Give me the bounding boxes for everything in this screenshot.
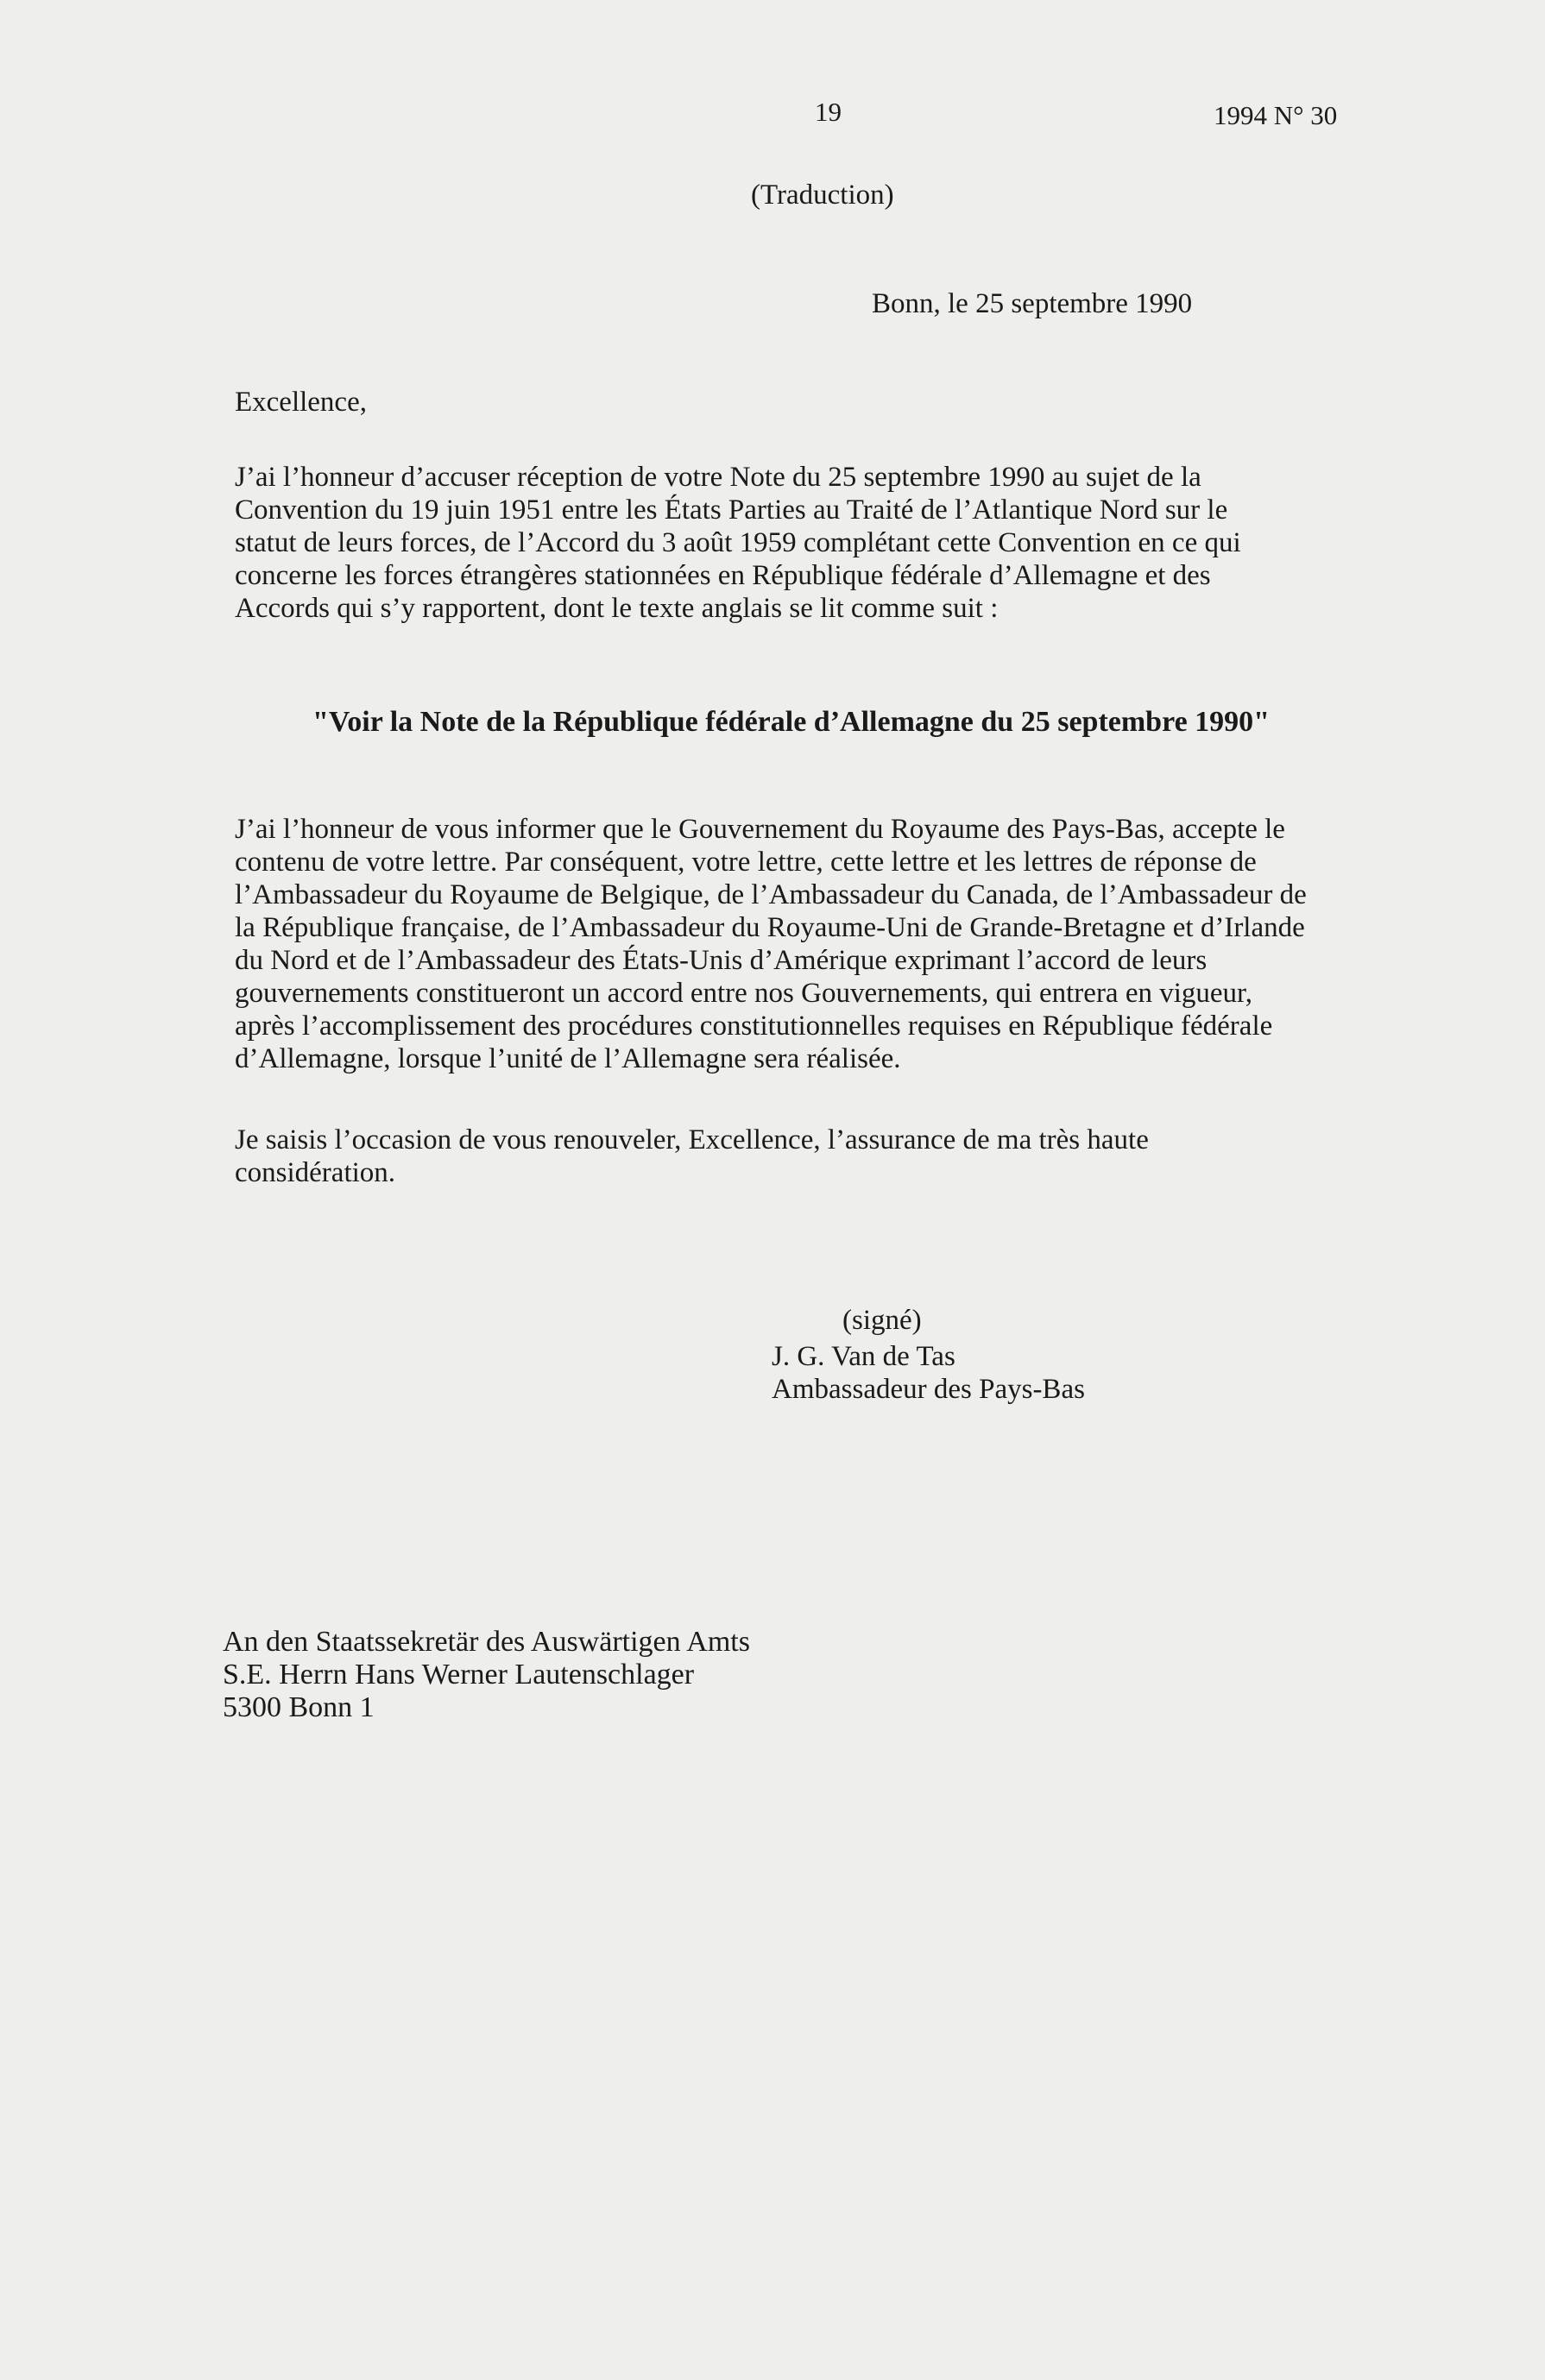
text-line: d’Allemagne, lorsque l’unité de l’Allemagne sera réalisée. — [235, 1043, 901, 1074]
series-number: 1994 N° 30 — [1214, 100, 1338, 130]
signatory-title: Ambassadeur des Pays-Bas — [772, 1374, 1085, 1405]
text-line: Convention du 19 juin 1951 entre les États Parties au Traité de l’Atlantique Nord sur le — [235, 494, 1228, 526]
text-line: J’ai l’honneur de vous informer que le Gouvernement du Royaume des Pays-Bas, accepte le — [235, 814, 1285, 845]
text-line: statut de leurs forces, de l’Accord du 3 août 1959 complétant cette Convention en ce qui — [235, 527, 1241, 558]
text-line: après l’accomplissement des procédures constitutionnelles requises en République fédérale — [235, 1011, 1273, 1042]
text-line: Accords qui s’y rapportent, dont le texte anglais se lit comme suit : — [235, 593, 999, 624]
addressee-line: S.E. Herrn Hans Werner Lautenschlager — [223, 1659, 695, 1691]
place-date: Bonn, le 25 septembre 1990 — [872, 288, 1193, 319]
paragraph-acknowledgement — [235, 461, 1426, 625]
signed-mark: (signé) — [842, 1305, 922, 1336]
text-line: la République française, de l’Ambassadeur du Royaume-Uni de Grande-Bretagne et d’Irlande — [235, 912, 1305, 943]
text-line: gouvernements constitueront un accord entre nos Gouvernements, qui entrera en vigueur, — [235, 978, 1252, 1009]
salutation: Excellence, — [235, 387, 367, 418]
text-line: contenu de votre lettre. Par conséquent, votre lettre, cette lettre et les lettres de réponse de — [235, 847, 1257, 878]
addressee — [223, 1626, 750, 1724]
text-line: concerne les forces étrangères stationnées en République fédérale d’Allemagne et des — [235, 560, 1211, 591]
signatory-name: J. G. Van de Tas — [772, 1341, 955, 1372]
translation-label: (Traduction) — [751, 179, 894, 211]
text-line: J’ai l’honneur d’accuser réception de votre Note du 25 septembre 1990 au sujet de la — [235, 462, 1201, 493]
text-line: du Nord et de l’Ambassadeur des États-Unis d’Amérique exprimant l’accord de leurs — [235, 945, 1208, 976]
text-line: considération. — [235, 1157, 396, 1188]
quoted-note-reference: "Voir la Note de la République fédérale d’Allemagne du 25 septembre 1990" — [312, 706, 1271, 738]
paragraph-acceptance — [235, 813, 1426, 1075]
text-line: l’Ambassadeur du Royaume de Belgique, de l’Ambassadeur du Canada, de l’Ambassadeur de — [235, 879, 1307, 910]
addressee-line: An den Staatssekretär des Auswärtigen Amts — [223, 1626, 750, 1658]
page-number: 19 — [815, 97, 842, 127]
paragraph-closing — [235, 1124, 1426, 1189]
text-line: Je saisis l’occasion de vous renouveler, Excellence, l’assurance de ma très haute — [235, 1124, 1149, 1155]
addressee-line: 5300 Bonn 1 — [223, 1691, 375, 1723]
